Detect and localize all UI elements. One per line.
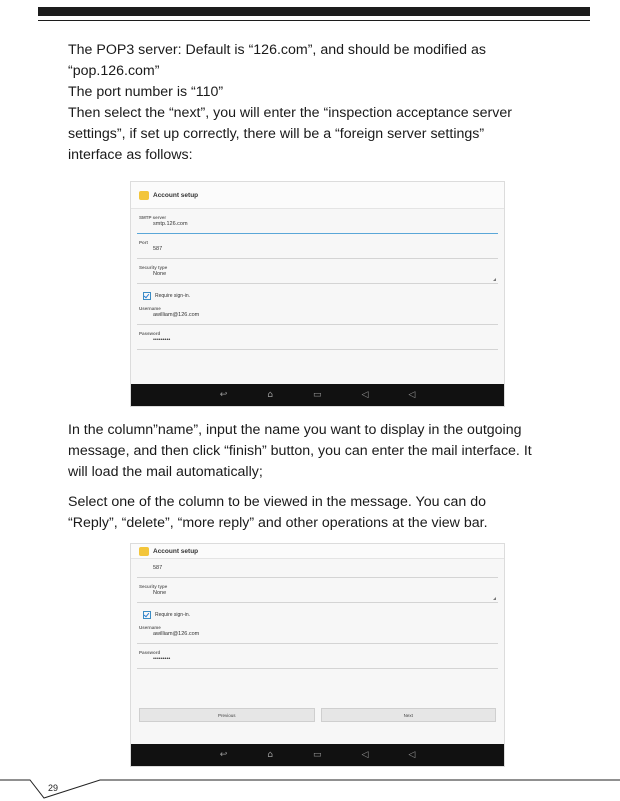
require-signin-row[interactable] <box>131 292 504 300</box>
recent-apps-icon[interactable]: ▭ <box>312 390 322 400</box>
volume-up-icon[interactable]: ◁ <box>408 750 416 760</box>
checkbox-checked-icon[interactable] <box>143 611 151 619</box>
dropdown-caret-icon <box>493 597 496 600</box>
email-app-icon <box>139 547 149 556</box>
name-line: message, and then click “finish” button, you can enter the mail interface. It <box>68 443 532 459</box>
account-setup-screenshot-next <box>130 543 505 767</box>
security-type-select[interactable] <box>137 590 498 603</box>
password-label: Password <box>139 650 161 655</box>
app-title-bar <box>131 544 504 559</box>
home-icon[interactable]: ⌂ <box>267 750 273 760</box>
checkbox-checked-icon[interactable] <box>143 292 151 300</box>
port-field[interactable]: 587 <box>137 246 498 259</box>
password-field[interactable]: ••••••••• <box>137 656 498 669</box>
dropdown-caret-icon <box>493 278 496 281</box>
back-icon[interactable]: ↩ <box>219 750 228 760</box>
name-line: will load the mail automatically; <box>68 464 263 480</box>
select-line: “Reply”, “delete”, “more reply” and other operations at the view bar. <box>68 515 488 531</box>
wizard-button-row <box>139 708 496 722</box>
username-label: Username <box>139 625 161 630</box>
volume-down-icon[interactable]: ◁ <box>361 390 369 400</box>
intro-line: The port number is “110” <box>68 84 224 100</box>
username-field[interactable]: awilliam@126.com <box>137 312 498 325</box>
require-signin-row[interactable] <box>131 611 504 619</box>
page-number: 29 <box>48 783 59 793</box>
volume-down-icon[interactable]: ◁ <box>361 750 369 760</box>
password-label: Password <box>139 331 161 336</box>
back-icon[interactable]: ↩ <box>219 390 228 400</box>
security-type-value: None <box>153 590 167 596</box>
app-title-bar <box>131 182 504 209</box>
previous-button[interactable]: Previous <box>139 708 315 722</box>
volume-up-icon[interactable]: ◁ <box>408 390 416 400</box>
recent-apps-icon[interactable]: ▭ <box>312 750 322 760</box>
port-field[interactable]: 587 <box>137 565 498 578</box>
smtp-server-field[interactable]: smtp.126.com <box>137 221 498 234</box>
next-button[interactable]: Next <box>321 708 497 722</box>
security-type-label: Security type <box>139 265 168 270</box>
app-title: Account setup <box>153 191 199 199</box>
app-title: Account setup <box>153 547 199 555</box>
select-paragraph <box>68 492 488 534</box>
select-line: Select one of the column to be viewed in the message. You can do <box>68 494 487 510</box>
require-signin-label: Require sign-in. <box>155 612 191 618</box>
android-nav-bar <box>131 744 504 766</box>
intro-line: The POP3 server: Default is “126.com”, and should be modified as <box>68 42 486 58</box>
email-app-icon <box>139 191 149 200</box>
intro-line: interface as follows: <box>68 147 193 163</box>
intro-line: Then select the “next”, you will enter the “inspection acceptance server <box>68 105 512 121</box>
header-rule <box>38 20 590 21</box>
footer-rule <box>0 770 620 801</box>
name-line: In the column”name”, input the name you want to display in the outgoing <box>68 422 522 438</box>
intro-line: settings”, if set up correctly, there will be a “foreign server settings” <box>68 126 485 142</box>
account-setup-screenshot-outgoing <box>130 181 505 407</box>
port-label: Port <box>139 240 148 245</box>
security-type-label: Security type <box>139 584 168 589</box>
header-bar <box>38 7 590 16</box>
security-type-value: None <box>153 271 167 277</box>
username-field[interactable]: awilliam@126.com <box>137 631 498 644</box>
android-nav-bar <box>131 384 504 406</box>
smtp-server-label: SMTP server <box>139 215 167 220</box>
password-field[interactable]: ••••••••• <box>137 337 498 350</box>
intro-paragraph <box>68 40 512 166</box>
name-paragraph <box>68 420 532 483</box>
require-signin-label: Require sign-in. <box>155 293 191 299</box>
home-icon[interactable]: ⌂ <box>267 390 273 400</box>
username-label: Username <box>139 306 161 311</box>
intro-line: “pop.126.com” <box>68 63 160 79</box>
security-type-select[interactable] <box>137 271 498 284</box>
